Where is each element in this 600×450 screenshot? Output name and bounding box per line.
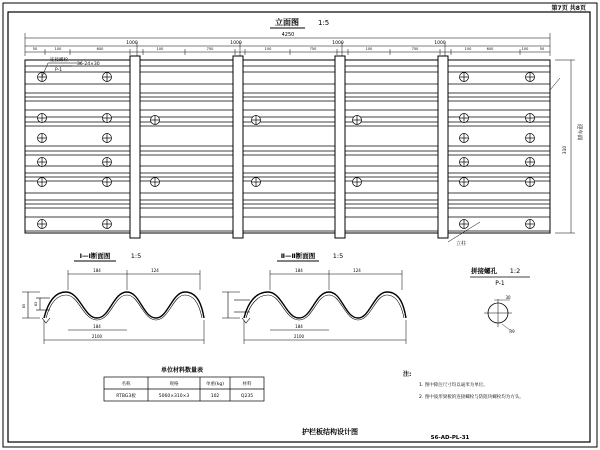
section2-dim-bottom-b: 2100 xyxy=(293,334,305,339)
detail-dim-1: 50 xyxy=(32,47,38,51)
hole-detail-dim-top: 30 xyxy=(505,295,511,300)
hole-detail-part: P-1 xyxy=(495,280,505,287)
panel-corrugations xyxy=(25,66,550,231)
section2-dims-top xyxy=(270,268,402,290)
section1-profile-inner xyxy=(46,295,202,320)
hole-detail-symbol xyxy=(484,299,512,330)
drawing-title: 护栏板结构设计图 xyxy=(302,428,358,436)
post-1 xyxy=(130,56,140,238)
table-header-weight: 单重(kg) xyxy=(206,382,224,387)
table-header-material: 材料 xyxy=(242,382,252,387)
detail-dim-8: 100 xyxy=(365,47,373,51)
section2-title: Ⅱ—Ⅱ断面图 xyxy=(280,252,316,260)
hole-detail-scale: 1:2 xyxy=(509,267,521,275)
detail-dim-10: 100 xyxy=(464,47,472,51)
inner-border xyxy=(8,12,590,442)
note-1: 1. 图中除注尺寸均以毫米为单位。 xyxy=(419,383,488,388)
table-cell-material: Q235 xyxy=(240,394,254,399)
post-4 xyxy=(438,56,448,238)
hole-detail-title: 拼接螺孔 xyxy=(471,267,497,275)
detail-dim-9: 750 xyxy=(411,47,419,51)
section1-dim-bottom-a: 184 xyxy=(93,324,101,329)
section1-side-dim-2: 83 xyxy=(34,301,38,307)
section2-dim-top-2: 124 xyxy=(353,268,361,273)
table-cell-spec: 5060×310×3 xyxy=(158,394,190,399)
table-cell-weight: 102 xyxy=(210,394,220,399)
height-dimension xyxy=(550,60,584,233)
section2-dim-top-1: 184 xyxy=(295,268,303,273)
detail-dim-13: 50 xyxy=(539,47,545,51)
elevation-scale: 1:5 xyxy=(318,19,330,27)
guardrail-panel-outline xyxy=(25,60,550,233)
section1-dims-bottom xyxy=(44,320,204,344)
bolt-note-label: 连接螺栓 xyxy=(50,58,68,63)
elevation-title: 立面图 xyxy=(275,18,299,27)
section1-side-dim-1: 85 xyxy=(22,303,26,309)
note-2: 2. 图中波形梁板的连接螺栓与防阻块螺栓均为方头。 xyxy=(419,395,524,400)
detail-dim-12: 100 xyxy=(521,47,529,51)
seg-dim-1: 1000 xyxy=(126,41,138,46)
post-3 xyxy=(335,56,345,238)
page-label: 第7页 共8页 xyxy=(551,5,586,12)
detail-dim-4: 100 xyxy=(156,47,164,51)
bolt-callout xyxy=(42,56,100,77)
section2-dim-bottom-a: 184 xyxy=(295,324,303,329)
section1-title: Ⅰ—Ⅰ断面图 xyxy=(79,252,111,260)
section2-left-detail xyxy=(222,292,250,323)
total-dim-text: 4250 xyxy=(281,32,295,38)
section1-left-detail xyxy=(22,292,50,323)
table-header-name: 名称 xyxy=(121,382,131,387)
overall-dimension xyxy=(25,32,550,56)
notes-heading: 注: xyxy=(403,371,412,378)
material-table-title: 单位材料数量表 xyxy=(160,367,204,374)
section1-dim-top-1: 184 xyxy=(93,268,101,273)
height-dim-text: 310 xyxy=(563,145,568,155)
seg-dim-3: 1000 xyxy=(332,41,344,46)
bolt-note-part: P-1 xyxy=(55,68,63,73)
post-2 xyxy=(233,56,243,238)
bolt-note-spec: 36-24×30 xyxy=(77,62,100,67)
right-side-label: 迎车面 xyxy=(576,123,582,141)
detail-dim-5: 750 xyxy=(206,47,214,51)
section1-scale: 1:5 xyxy=(130,252,142,260)
section2-scale: 1:5 xyxy=(332,252,344,260)
drawing-number: S6-AD-PL-31 xyxy=(430,435,470,441)
section1-dim-bottom-b: 2100 xyxy=(91,334,103,339)
detail-dim-3: 600 xyxy=(96,47,104,51)
post-label: 立柱 xyxy=(456,241,467,247)
section2-dims-bottom xyxy=(244,320,406,344)
seg-dim-4: 1000 xyxy=(434,41,446,46)
detail-dim-11: 600 xyxy=(486,47,494,51)
bolt-holes xyxy=(38,73,535,229)
table-cell-name: RTBG3板 xyxy=(116,394,136,399)
posts xyxy=(130,56,448,238)
seg-dim-2: 1000 xyxy=(230,41,242,46)
table-header-spec: 规格 xyxy=(169,382,179,387)
detail-dimensions xyxy=(25,47,550,55)
detail-dim-7: 750 xyxy=(309,47,317,51)
section2-profile-inner xyxy=(246,295,404,320)
section1-dims-top xyxy=(68,268,200,290)
section1-profile xyxy=(44,292,204,318)
section1-dim-top-2: 124 xyxy=(151,268,159,273)
detail-dim-6: 100 xyxy=(264,47,272,51)
outer-border xyxy=(3,3,597,447)
hole-detail-dim-bottom: R9 xyxy=(509,329,515,334)
detail-dim-2: 100 xyxy=(54,47,62,51)
